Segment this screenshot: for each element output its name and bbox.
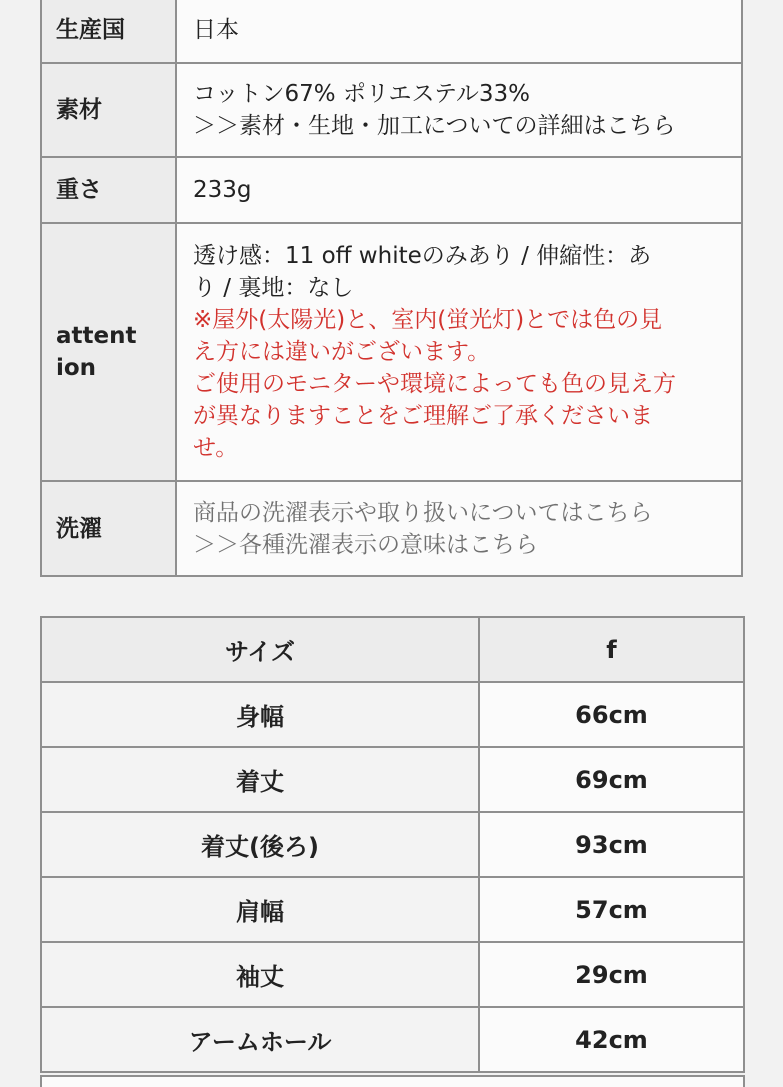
attention-warning-line1: ※屋外(太陽光)と、室内(蛍光灯)とでは色の見 [193,307,663,333]
attention-warning-line4: が異なりますことをご理解ご了承くださいま [193,403,653,429]
material-details-link[interactable]: ＞＞素材・生地・加工についての詳細はこちら [193,113,676,139]
size-chart-table [40,616,745,1073]
spec-label-attention [41,223,176,481]
spec-row-washing [41,481,742,576]
size-row-name: 肩幅 [41,877,479,942]
material-composition: コットン67% ポリエステル33% [193,81,531,107]
size-row-name: アームホール [41,1007,479,1072]
attention-label-line2: ion [56,355,97,381]
size-row-name: 身幅 [41,682,479,747]
size-row-value: 93cm [479,812,744,877]
size-row-value: 42cm [479,1007,744,1072]
spec-row-material [41,63,742,157]
spec-label-weight: 重さ [41,157,176,223]
size-row-name: 着丈(後ろ) [41,812,479,877]
table-row [41,942,744,1007]
spec-value-attention [176,223,742,481]
size-row-name: 着丈 [41,747,479,812]
table-row [41,747,744,812]
size-header-size: f [479,617,744,682]
size-chart-header [41,617,744,682]
table-row [41,877,744,942]
table-row [41,1007,744,1072]
attention-line2: り / 裏地：なし [193,275,354,301]
spec-value-country: 日本 [176,0,742,63]
attention-warning-line2: え方には違いがございます。 [193,339,491,365]
spec-value-weight: 233g [176,157,742,223]
spec-row-attention [41,223,742,481]
attention-label-line1: attent [56,323,137,349]
size-row-value: 66cm [479,682,744,747]
size-header-name: サイズ [41,617,479,682]
product-spec-table [40,0,743,577]
washing-care-link[interactable]: 商品の洗濯表示や取り扱いについてはこちら [193,499,653,526]
spec-row-country [41,0,742,63]
spec-label-washing: 洗濯 [41,481,176,576]
attention-warning-line3: ご使用のモニターや環境によっても色の見え方 [193,371,676,397]
spec-value-material [176,63,742,157]
table-row [41,682,744,747]
attention-warning-line5: せ。 [193,435,239,461]
size-row-value: 29cm [479,942,744,1007]
spec-label-country: 生産国 [41,0,176,63]
washing-symbols-link[interactable]: ＞＞各種洗濯表示の意味はこちら [193,531,538,558]
table-row [41,812,744,877]
size-row-name: 袖丈 [41,942,479,1007]
spec-row-weight [41,157,742,223]
spec-value-washing [176,481,742,576]
size-row-value: 57cm [479,877,744,942]
size-row-value: 69cm [479,747,744,812]
attention-line1: 透け感：11 off whiteのみあり / 伸縮性：あ [193,243,652,269]
size-chart-next-row-edge [40,1075,745,1087]
spec-label-material: 素材 [41,63,176,157]
